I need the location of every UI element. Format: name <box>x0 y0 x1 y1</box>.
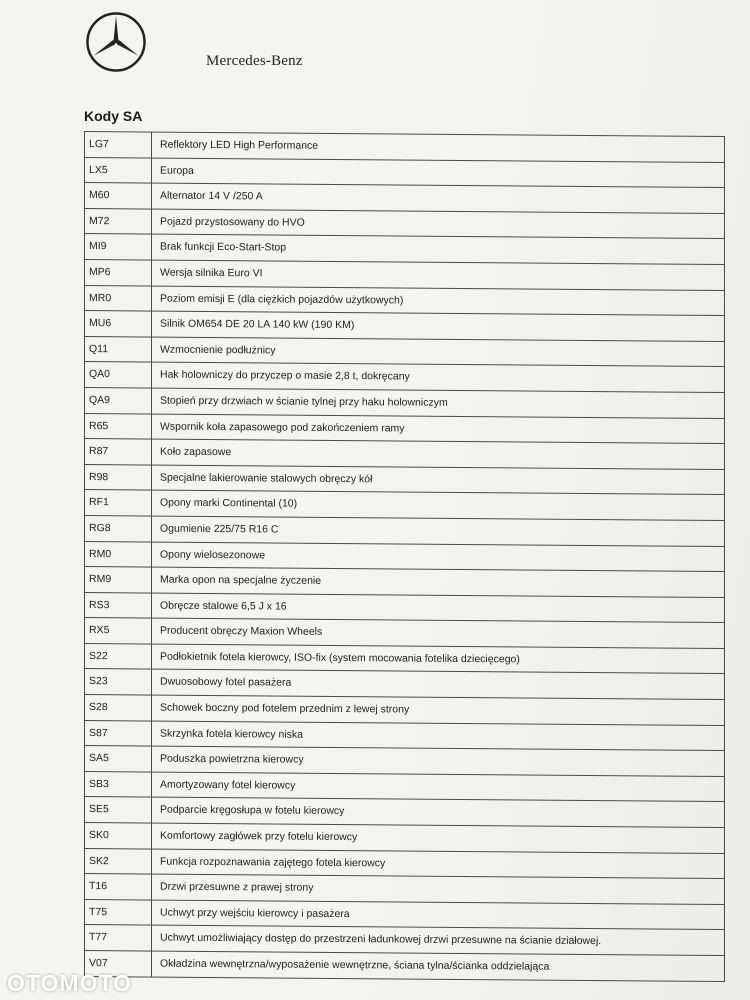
sa-code-cell: M60 <box>85 183 152 208</box>
sa-description-cell: Koło zapasowe <box>152 440 725 469</box>
sa-code-cell: RF1 <box>85 490 152 515</box>
sa-description-cell: Komfortowy zagłówek przy fotelu kierowcy <box>152 824 725 853</box>
sa-code-cell: SA5 <box>85 746 152 771</box>
mercedes-star-icon <box>85 11 147 73</box>
sa-code-cell: SK0 <box>85 823 152 848</box>
sa-description-cell: Skrzynka fotela kierowcy niska <box>152 721 725 750</box>
sa-description-cell: Poziom emisji E (dla ciężkich pojazdów użytkowych) <box>152 286 725 315</box>
sa-code-cell: QA0 <box>85 362 152 387</box>
sa-description-cell: Stopień przy drzwiach w ścianie tylnej przy haku holowniczym <box>152 388 725 417</box>
sa-code-cell: T77 <box>85 925 152 950</box>
sa-code-cell: R87 <box>85 439 152 464</box>
sa-description-cell: Wzmocnienie podłużnicy <box>152 337 725 366</box>
sa-description-cell: Podłokietnik fotela kierowcy, ISO-fix (system mocowania fotelika dziecięcego) <box>152 644 725 673</box>
sa-description-cell: Okładzina wewnętrzna/wyposażenie wewnętrzne, ściana tylna/ścianka oddzielająca <box>152 952 725 981</box>
sa-description-cell: Ogumienie 225/75 R16 C <box>152 516 725 545</box>
sa-code-cell: MP6 <box>85 260 152 285</box>
sa-code-cell: R65 <box>85 414 152 439</box>
sa-description-cell: Alternator 14 V /250 A <box>152 184 725 213</box>
sa-code-cell: SB3 <box>85 772 152 797</box>
brand-name: Mercedes-Benz <box>206 53 303 69</box>
sa-code-cell: S87 <box>85 721 152 746</box>
sa-code-cell: R98 <box>85 465 152 490</box>
sa-description-cell: Reflektory LED High Performance <box>152 133 725 162</box>
sa-code-cell: SE5 <box>85 797 152 822</box>
sa-code-cell: S28 <box>85 695 152 720</box>
sa-description-cell: Hak holowniczy do przyczep o masie 2,8 t, dokręcany <box>152 363 725 392</box>
sa-description-cell: Schowek boczny pod fotelem przednim z lewej strony <box>152 696 725 725</box>
sa-description-cell: Brak funkcji Eco-Start-Stop <box>152 235 725 264</box>
sa-code-cell: M72 <box>85 209 152 234</box>
sa-code-cell: QA9 <box>85 388 152 413</box>
sa-code-cell: V07 <box>85 951 152 976</box>
table-row <box>85 951 725 982</box>
sa-code-cell: LX5 <box>85 158 152 183</box>
otomoto-watermark: OTOMOTO <box>7 970 132 996</box>
sa-description-cell: Marka opon na specjalne życzenie <box>152 568 725 597</box>
sa-description-cell: Uchwyt przy wejściu kierowcy i pasażera <box>152 900 725 929</box>
sa-code-cell: RM0 <box>85 542 152 567</box>
sa-code-cell: RM9 <box>85 567 152 592</box>
sa-code-cell: S22 <box>85 644 152 669</box>
sa-code-cell: S23 <box>85 669 152 694</box>
sa-description-cell: Obręcze stalowe 6,5 J x 16 <box>152 593 725 622</box>
sa-description-cell: Uchwyt umożliwiający dostęp do przestrzeni ładunkowej drzwi przesuwne na ścianie działowej. <box>152 926 725 955</box>
sa-code-cell: T75 <box>85 900 152 925</box>
sa-codes-table <box>84 131 725 982</box>
sa-code-cell: MU6 <box>85 311 152 336</box>
sa-description-cell: Drzwi przesuwne z prawej strony <box>152 875 725 904</box>
sa-code-cell: Q11 <box>85 337 152 362</box>
sa-description-cell: Dwuosobowy fotel pasażera <box>152 670 725 699</box>
sa-description-cell: Amortyzowany fotel kierowcy <box>152 772 725 801</box>
sa-code-cell: MI9 <box>85 234 152 259</box>
sa-description-cell: Funkcja rozpoznawania zajętego fotela kierowcy <box>152 849 725 878</box>
sa-description-cell: Silnik OM654 DE 20 LA 140 kW (190 KM) <box>152 312 725 341</box>
sa-description-cell: Specjalne lakierowanie stalowych obręczy kół <box>152 465 725 494</box>
sa-description-cell: Podparcie kręgosłupa w fotelu kierowcy <box>152 798 725 827</box>
section-title: Kody SA <box>84 108 143 124</box>
sa-description-cell: Opony marki Continental (10) <box>152 491 725 520</box>
sa-description-cell: Poduszka powietrzna kierowcy <box>152 747 725 776</box>
sa-description-cell: Producent obręczy Maxion Wheels <box>152 619 725 648</box>
sa-code-cell: RG8 <box>85 516 152 541</box>
sa-description-cell: Wersja silnika Euro VI <box>152 261 725 290</box>
sa-code-cell: RX5 <box>85 618 152 643</box>
sa-code-cell: LG7 <box>85 132 152 157</box>
sa-code-cell: SK2 <box>85 849 152 874</box>
sa-description-cell: Wspornik koła zapasowego pod zakończeniem ramy <box>152 414 725 443</box>
sa-code-cell: MR0 <box>85 286 152 311</box>
sa-code-cell: RS3 <box>85 593 152 618</box>
sa-description-cell: Opony wielosezonowe <box>152 542 725 571</box>
sa-code-cell: T16 <box>85 874 152 899</box>
sa-description-cell: Pojazd przystosowany do HVO <box>152 209 725 238</box>
sa-description-cell: Europa <box>152 158 725 187</box>
